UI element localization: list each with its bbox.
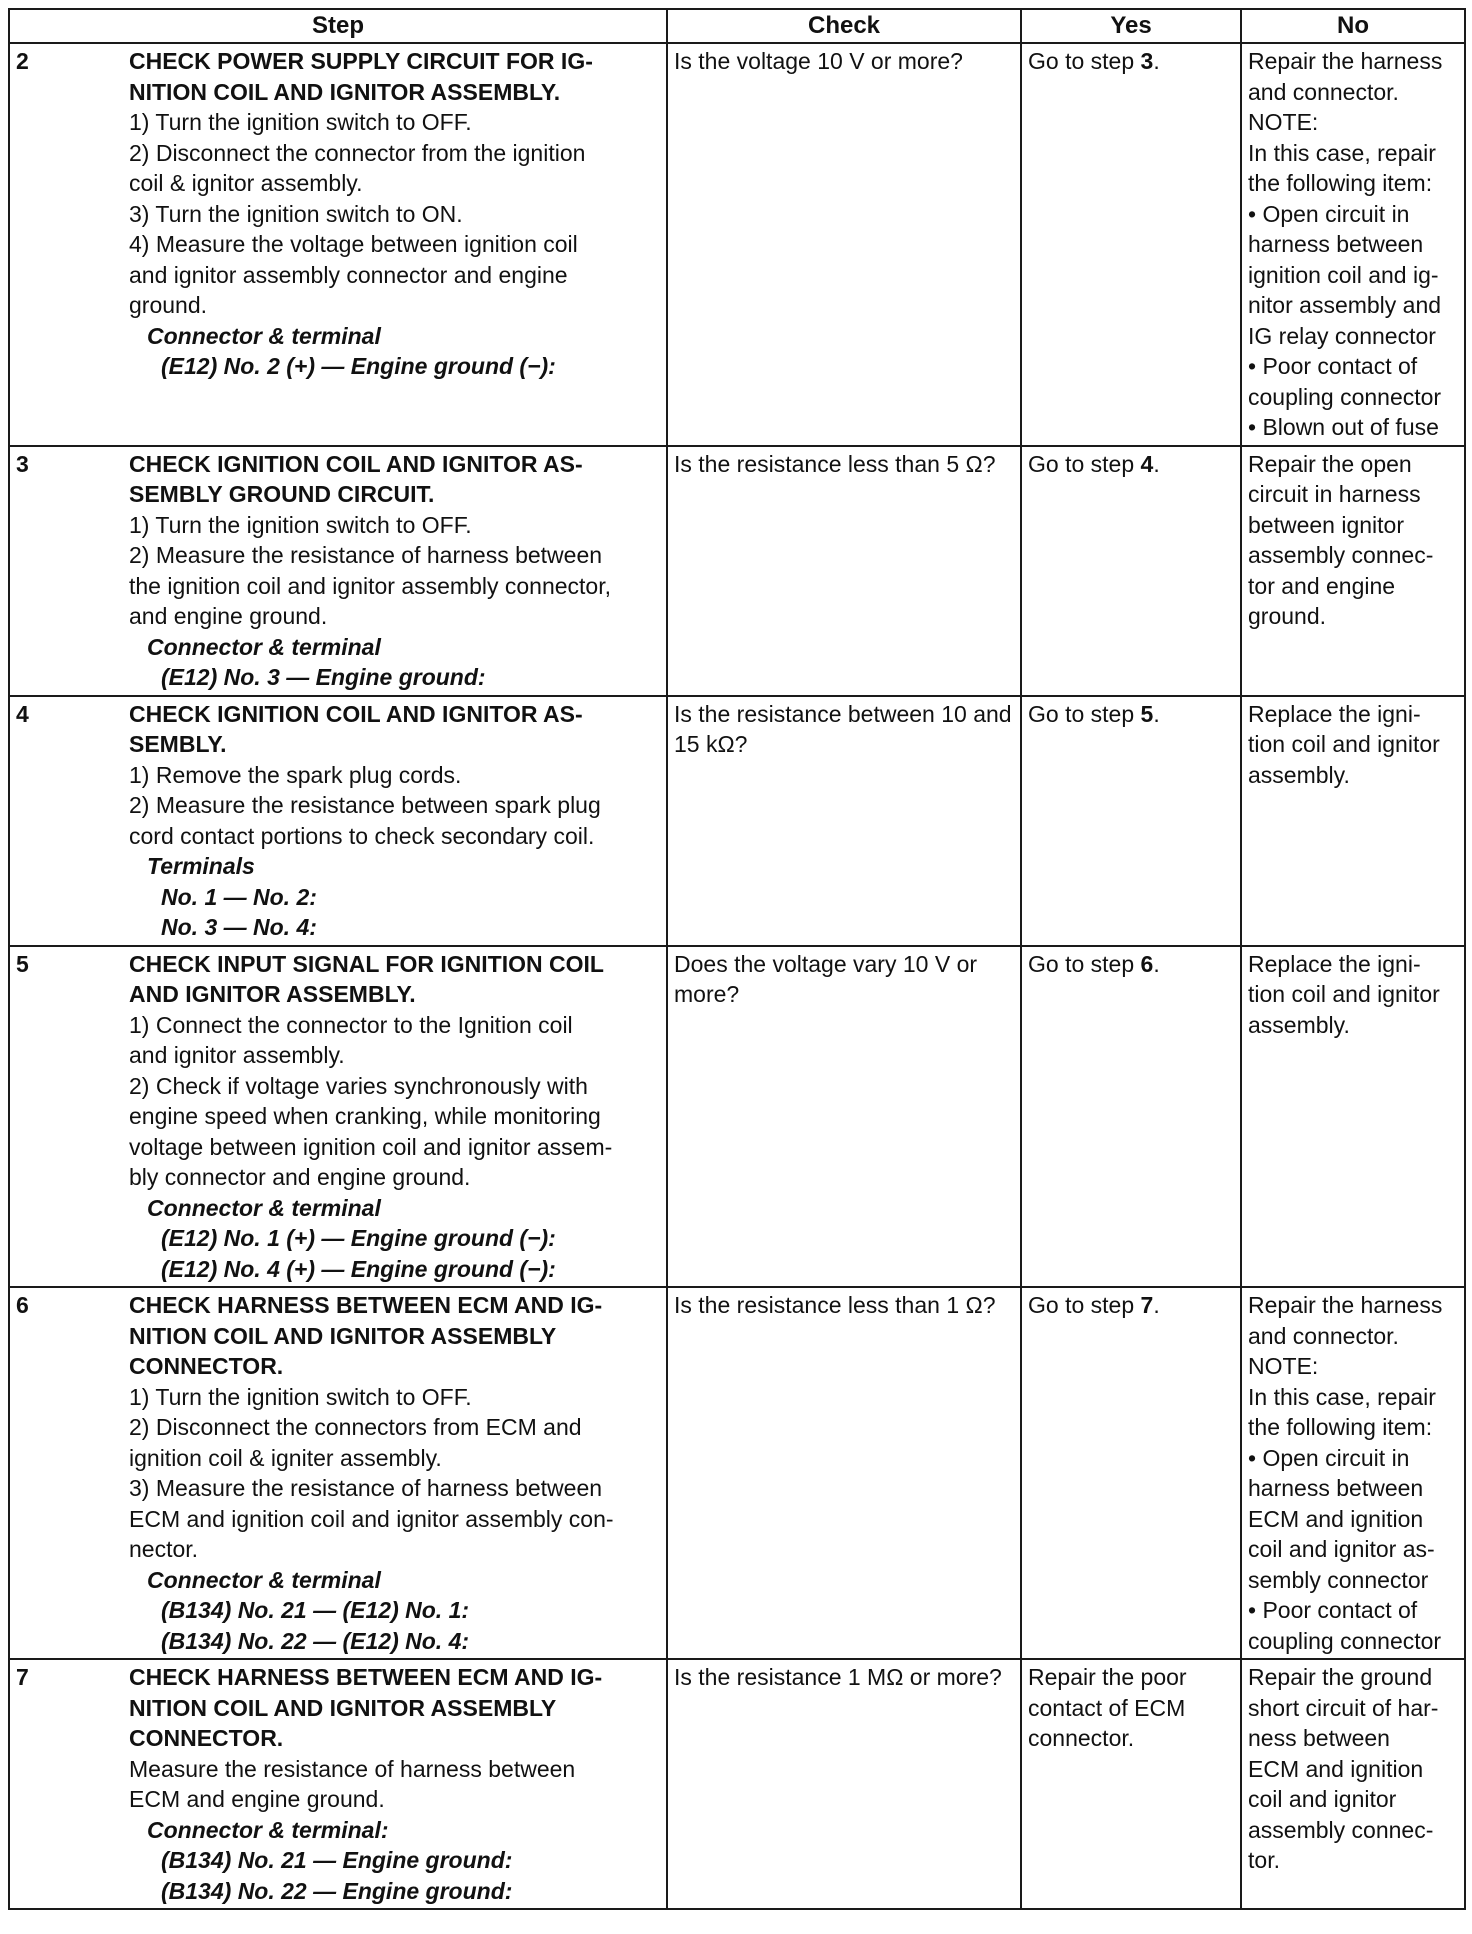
connector-terminal-spec: (B134) No. 21 — (E12) No. 1: (161, 1597, 470, 1623)
step-description (129, 43, 667, 446)
no-action (1241, 696, 1465, 946)
no-action (1241, 446, 1465, 696)
goto-step-number: 5 (1140, 700, 1154, 727)
no-action-line: Repair the open (1248, 450, 1412, 477)
procedure-line: 2) Measure the resistance between spark plug (129, 792, 601, 818)
step-number: 2 (9, 43, 129, 446)
yes-action (1021, 446, 1241, 696)
procedure-line: engine speed when cranking, while monitoring (129, 1103, 601, 1129)
no-action-line: ECM and ignition (1248, 1505, 1424, 1532)
connector-terminal-spec: No. 1 — No. 2: (161, 883, 317, 910)
connector-label: Connector & terminal (147, 1566, 381, 1593)
yes-action-line: Repair the poor (1028, 1664, 1187, 1690)
no-action-line: coupling connector (1248, 1627, 1442, 1654)
connector-label: Connector & terminal (147, 1194, 381, 1221)
table-row (9, 946, 1465, 1288)
no-action-line: ECM and ignition (1248, 1755, 1424, 1782)
table-row (9, 1287, 1465, 1659)
no-action-line: Repair the harness (1248, 48, 1443, 74)
no-action (1241, 1287, 1465, 1659)
procedure-line: 3) Measure the resistance of harness between (129, 1475, 603, 1501)
connector-terminal-spec: (E12) No. 2 (+) — Engine ground (−): (161, 353, 556, 379)
no-action-line: Repair the ground (1248, 1664, 1433, 1690)
procedure-line: Measure the resistance of harness between (129, 1755, 576, 1782)
step-title-line: SEMBLY. (129, 731, 227, 757)
yes-action (1021, 43, 1241, 446)
procedure-line: 1) Turn the ignition switch to OFF. (129, 109, 472, 135)
step-number: 7 (9, 1659, 129, 1909)
procedure-line: 3) Turn the ignition switch to ON. (129, 200, 463, 227)
no-action-line: ignition coil and ig- (1248, 261, 1439, 288)
no-action-line: tor. (1248, 1847, 1280, 1873)
no-action-line: assembly connec- (1248, 542, 1434, 568)
procedure-line: the ignition coil and ignitor assembly connector, (129, 572, 612, 599)
yes-action-prefix: Go to step (1028, 700, 1141, 727)
connector-terminal-spec: (B134) No. 22 — (E12) No. 4: (161, 1627, 470, 1654)
no-action-line: the following item: (1248, 1414, 1433, 1440)
yes-action-prefix: Go to step (1028, 1292, 1141, 1318)
no-action-line: tor and engine (1248, 572, 1396, 599)
check-question: Is the resistance less than 5 Ω? (667, 446, 1021, 696)
no-action-line: • Blown out of fuse (1248, 414, 1439, 440)
procedure-line: ground. (129, 292, 208, 318)
no-action-line: assembly. (1248, 1011, 1350, 1038)
no-action-line: the following item: (1248, 170, 1433, 196)
step-description (129, 446, 667, 696)
procedure-line: nector. (129, 1536, 199, 1562)
check-question: Does the voltage vary 10 V or more? (667, 946, 1021, 1288)
procedure-line: 2) Disconnect the connectors from ECM and (129, 1414, 582, 1440)
goto-step-number: 4 (1140, 450, 1154, 477)
no-action-line: short circuit of har- (1248, 1694, 1439, 1721)
no-action-line: Repair the harness (1248, 1292, 1443, 1318)
check-question: Is the resistance less than 1 Ω? (667, 1287, 1021, 1659)
no-action-line: In this case, repair (1248, 139, 1436, 166)
step-title-line: CHECK INPUT SIGNAL FOR IGNITION COIL (129, 950, 604, 977)
check-question: Is the resistance 1 MΩ or more? (667, 1659, 1021, 1909)
header-no: No (1241, 9, 1465, 43)
step-title-line: CONNECTOR. (129, 1725, 284, 1751)
no-action-line: Replace the igni- (1248, 700, 1421, 727)
yes-action-suffix: . (1153, 48, 1160, 74)
step-title-line: CHECK HARNESS BETWEEN ECM AND IG- (129, 1664, 603, 1690)
check-question: Is the resistance between 10 and 15 kΩ? (667, 696, 1021, 946)
step-description (129, 946, 667, 1288)
no-action-line: • Poor contact of (1248, 1597, 1418, 1623)
yes-action-line: contact of ECM (1028, 1694, 1186, 1721)
yes-action-suffix: . (1153, 1292, 1160, 1318)
connector-label: Terminals (147, 853, 255, 879)
step-title-line: AND IGNITOR ASSEMBLY. (129, 981, 416, 1007)
step-number: 4 (9, 696, 129, 946)
connector-label: Connector & terminal (147, 322, 381, 349)
procedure-line: and ignitor assembly connector and engine (129, 261, 568, 288)
no-action (1241, 43, 1465, 446)
no-action-line: • Open circuit in (1248, 1444, 1410, 1471)
step-title-line: CHECK IGNITION COIL AND IGNITOR AS- (129, 450, 583, 477)
no-action-line: nitor assembly and (1248, 292, 1442, 318)
yes-action-prefix: Go to step (1028, 48, 1141, 74)
no-action-line: NOTE: (1248, 109, 1319, 135)
goto-step-number: 6 (1140, 950, 1154, 977)
step-title-line: CHECK POWER SUPPLY CIRCUIT FOR IG- (129, 48, 593, 74)
no-action-line: ground. (1248, 603, 1327, 629)
no-action-line: harness between (1248, 231, 1424, 257)
connector-terminal-spec: (E12) No. 4 (+) — Engine ground (−): (161, 1255, 556, 1282)
procedure-line: and ignitor assembly. (129, 1042, 345, 1068)
yes-action-prefix: Go to step (1028, 950, 1141, 977)
no-action-line: Replace the igni- (1248, 950, 1421, 977)
procedure-line: 4) Measure the voltage between ignition coil (129, 231, 578, 257)
step-title-line: CHECK HARNESS BETWEEN ECM AND IG- (129, 1292, 603, 1318)
yes-action (1021, 1659, 1241, 1909)
no-action-line: and connector. (1248, 1322, 1399, 1349)
procedure-line: 1) Remove the spark plug cords. (129, 761, 462, 788)
no-action-line: In this case, repair (1248, 1383, 1436, 1410)
step-number: 6 (9, 1287, 129, 1659)
step-title-line: NITION COIL AND IGNITOR ASSEMBLY. (129, 78, 561, 105)
no-action-line: ness between (1248, 1725, 1390, 1751)
yes-action-prefix: Go to step (1028, 450, 1141, 477)
procedure-line: bly connector and engine ground. (129, 1164, 471, 1190)
no-action-line: tion coil and ignitor (1248, 731, 1440, 757)
procedure-line: 1) Turn the ignition switch to OFF. (129, 1383, 472, 1410)
step-title-line: CHECK IGNITION COIL AND IGNITOR AS- (129, 700, 583, 727)
table-header-row (9, 9, 1465, 43)
header-yes: Yes (1021, 9, 1241, 43)
table-row (9, 446, 1465, 696)
procedure-line: ignition coil & igniter assembly. (129, 1444, 442, 1471)
step-description (129, 1287, 667, 1659)
procedure-line: 2) Disconnect the connector from the ignition (129, 139, 586, 166)
no-action-line: between ignitor (1248, 511, 1405, 538)
no-action-line: assembly. (1248, 761, 1350, 788)
no-action-line: sembly connector (1248, 1566, 1429, 1593)
no-action-line: coupling connector (1248, 383, 1442, 410)
no-action-line: • Poor contact of (1248, 353, 1418, 379)
step-title-line: SEMBLY GROUND CIRCUIT. (129, 481, 435, 507)
step-description (129, 1659, 667, 1909)
no-action-line: • Open circuit in (1248, 200, 1410, 227)
no-action-line: circuit in harness (1248, 481, 1421, 507)
table-row (9, 696, 1465, 946)
table-row (9, 43, 1465, 446)
connector-terminal-spec: (E12) No. 3 — Engine ground: (161, 664, 486, 690)
goto-step-number: 7 (1140, 1292, 1154, 1318)
yes-action-suffix: . (1153, 950, 1160, 977)
step-number: 5 (9, 946, 129, 1288)
no-action (1241, 946, 1465, 1288)
no-action-line: harness between (1248, 1475, 1424, 1501)
no-action-line: and connector. (1248, 78, 1399, 105)
step-title-line: NITION COIL AND IGNITOR ASSEMBLY (129, 1322, 557, 1349)
yes-action (1021, 696, 1241, 946)
connector-terminal-spec: No. 3 — No. 4: (161, 914, 317, 940)
header-step: Step (9, 9, 667, 43)
connector-label: Connector & terminal: (147, 1816, 389, 1843)
step-title-line: NITION COIL AND IGNITOR ASSEMBLY (129, 1694, 557, 1721)
check-question: Is the voltage 10 V or more? (667, 43, 1021, 446)
step-description (129, 696, 667, 946)
procedure-line: 1) Connect the connector to the Ignition coil (129, 1011, 573, 1038)
no-action-line: coil and ignitor (1248, 1786, 1397, 1812)
step-number: 3 (9, 446, 129, 696)
no-action-line: assembly connec- (1248, 1816, 1434, 1843)
connector-terminal-spec: (E12) No. 1 (+) — Engine ground (−): (161, 1225, 556, 1251)
yes-action (1021, 946, 1241, 1288)
no-action-line: tion coil and ignitor (1248, 981, 1440, 1007)
step-title-line: CONNECTOR. (129, 1353, 284, 1379)
procedure-line: coil & ignitor assembly. (129, 170, 363, 196)
header-check: Check (667, 9, 1021, 43)
no-action-line: NOTE: (1248, 1353, 1319, 1379)
no-action-line: coil and ignitor as- (1248, 1536, 1435, 1562)
yes-action (1021, 1287, 1241, 1659)
yes-action-suffix: . (1153, 450, 1160, 477)
procedure-line: 2) Measure the resistance of harness between (129, 542, 603, 568)
goto-step-number: 3 (1140, 48, 1154, 74)
connector-label: Connector & terminal (147, 633, 381, 660)
connector-terminal-spec: (B134) No. 22 — Engine ground: (161, 1877, 513, 1904)
procedure-line: 1) Turn the ignition switch to OFF. (129, 511, 472, 538)
procedure-line: cord contact portions to check secondary coil. (129, 822, 595, 849)
procedure-line: 2) Check if voltage varies synchronously with (129, 1072, 588, 1099)
no-action-line: IG relay connector (1248, 322, 1436, 349)
no-action (1241, 1659, 1465, 1909)
connector-terminal-spec: (B134) No. 21 — Engine ground: (161, 1847, 513, 1873)
procedure-line: ECM and ignition coil and ignitor assembly con- (129, 1505, 614, 1532)
procedure-line: voltage between ignition coil and ignitor assem- (129, 1133, 613, 1160)
document-page (8, 8, 1464, 1926)
yes-action-suffix: . (1153, 700, 1160, 727)
yes-action-line: connector. (1028, 1725, 1135, 1751)
procedure-line: and engine ground. (129, 603, 328, 629)
diagnostic-table (8, 8, 1466, 1910)
procedure-line: ECM and engine ground. (129, 1786, 385, 1812)
table-row (9, 1659, 1465, 1909)
